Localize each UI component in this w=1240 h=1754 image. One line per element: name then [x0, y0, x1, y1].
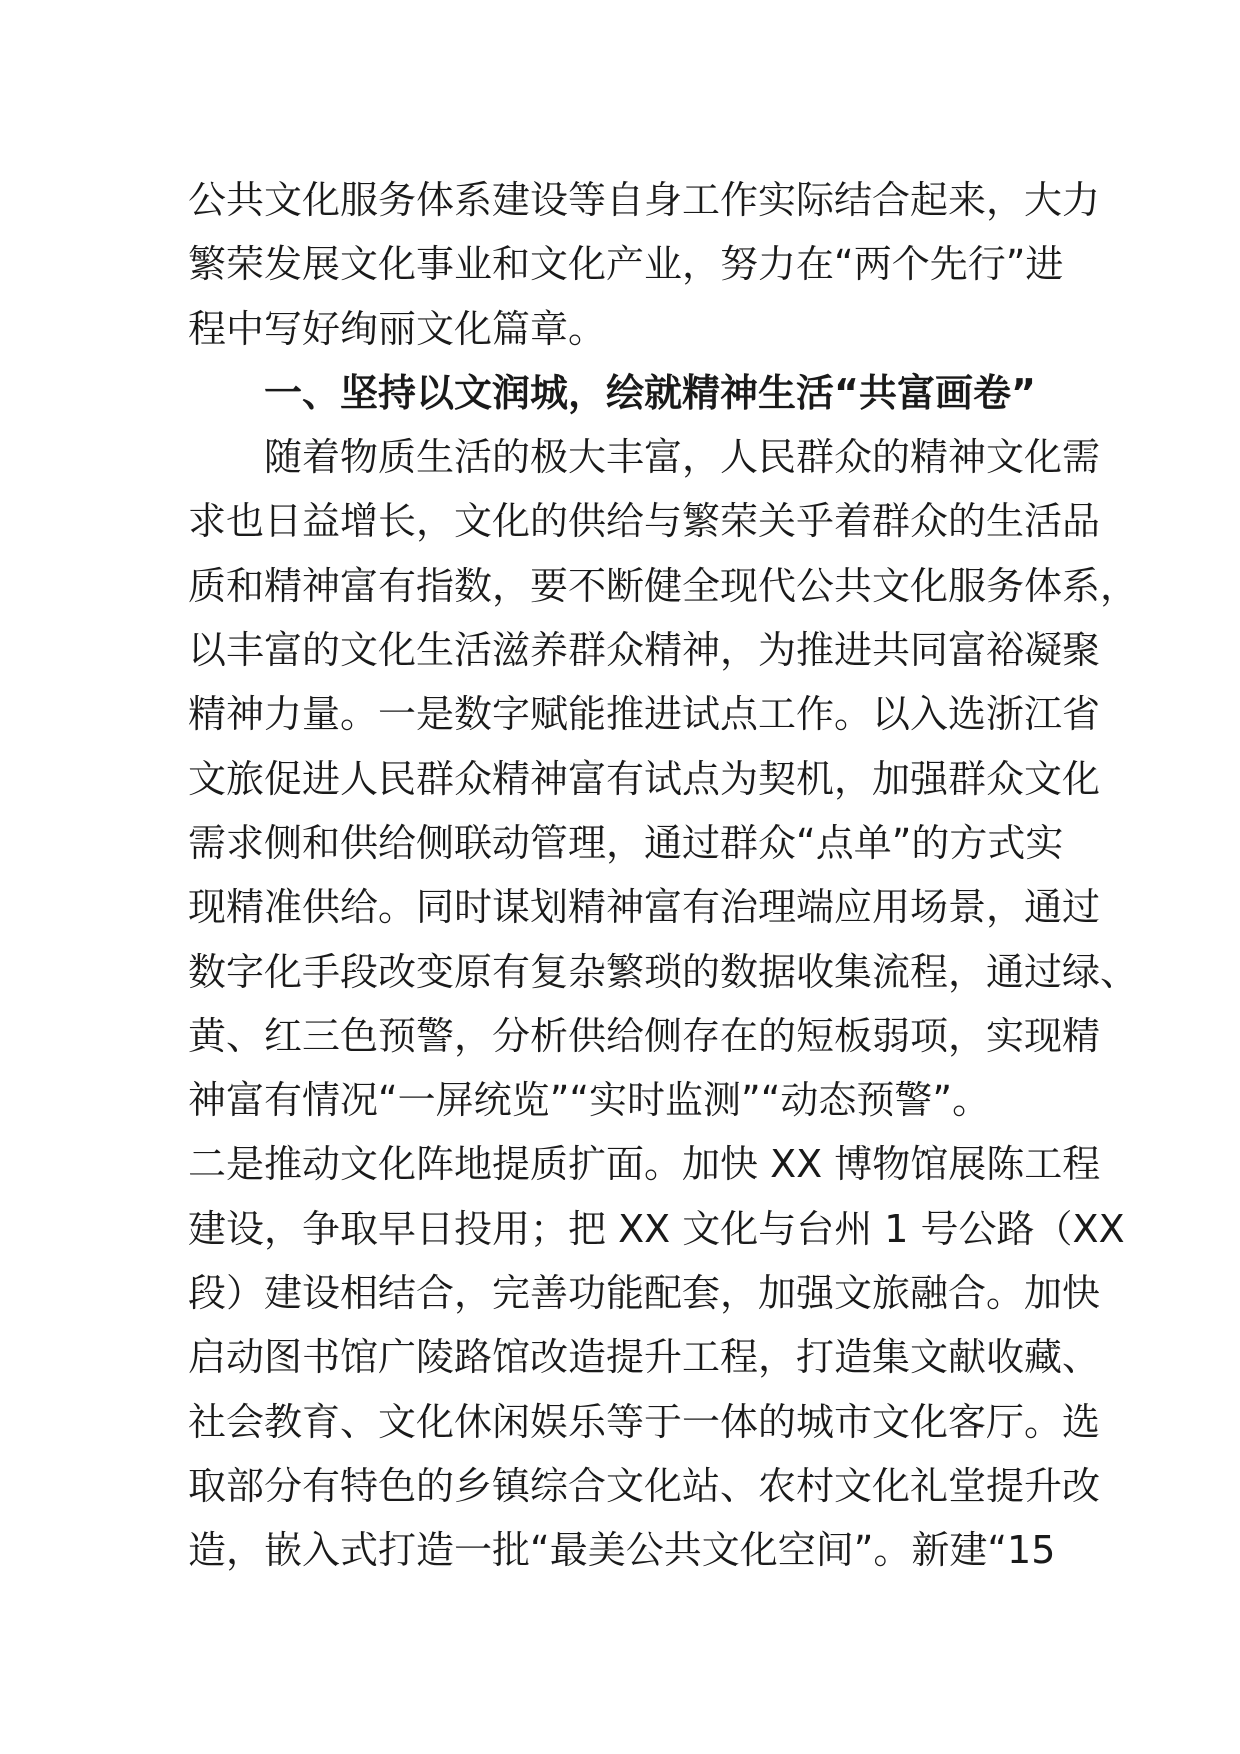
text-line: 质和精神富有指数，要不断健全现代公共文化服务体系，	[188, 563, 1139, 608]
text-line: 繁荣发展文化事业和文化产业，努力在“两个先行”进	[188, 242, 1064, 287]
text-line: 启动图书馆广陵路馆改造提升工程，打造集文献收藏、	[188, 1335, 1101, 1380]
text-line: 建设，争取早日投用；把 XX 文化与台州 1 号公路（XX	[188, 1206, 1125, 1251]
section-heading: 一、坚持以文润城，绘就精神生活“共富画卷”	[264, 370, 1036, 415]
text-line: 以丰富的文化生活滋养群众精神，为推进共同富裕凝聚	[188, 628, 1101, 673]
text-line: 段）建设相结合，完善功能配套，加强文旅融合。加快	[188, 1271, 1101, 1316]
text-line: 取部分有特色的乡镇综合文化站、农村文化礼堂提升改	[188, 1463, 1101, 1508]
text-line: 社会教育、文化休闲娱乐等于一体的城市文化客厅。选	[188, 1399, 1101, 1444]
paragraph-first-line: 随着物质生活的极大丰富，人民群众的精神文化需	[264, 435, 1101, 480]
text-line: 现精准供给。同时谋划精神富有治理端应用场景，通过	[188, 885, 1101, 930]
document-body	[188, 168, 1139, 1583]
text-line: 精神力量。一是数字赋能推进试点工作。以入选浙江省	[188, 692, 1101, 737]
text-line: 文旅促进人民群众精神富有试点为契机，加强群众文化	[188, 756, 1101, 801]
text-line: 求也日益增长，文化的供给与繁荣关乎着群众的生活品	[188, 499, 1101, 544]
text-line: 黄、红三色预警，分析供给侧存在的短板弱项，实现精	[188, 1013, 1101, 1058]
text-line: 造，嵌入式打造一批“最美公共文化空间”。新建“15	[188, 1528, 1056, 1573]
text-line: 二是推动文化阵地提质扩面。加快 XX 博物馆展陈工程	[188, 1142, 1101, 1187]
text-line: 程中写好绚丽文化篇章。	[188, 306, 607, 351]
text-line: 神富有情况“一屏统览”“实时监测”“动态预警”。	[188, 1078, 991, 1123]
text-line: 需求侧和供给侧联动管理，通过群众“点单”的方式实	[188, 820, 1064, 865]
text-line: 数字化手段改变原有复杂繁琐的数据收集流程，通过绿、	[188, 949, 1139, 994]
text-line: 公共文化服务体系建设等自身工作实际结合起来，大力	[188, 178, 1101, 222]
